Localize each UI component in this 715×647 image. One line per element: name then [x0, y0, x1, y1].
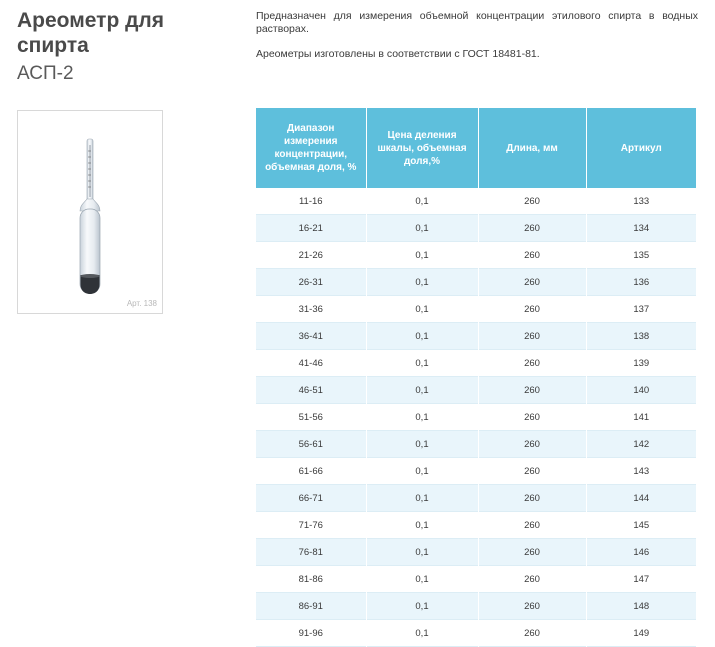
- cell-scale: 0,1: [366, 593, 478, 620]
- cell-length: 260: [478, 296, 586, 323]
- cell-scale: 0,1: [366, 269, 478, 296]
- table-row: [256, 512, 696, 539]
- cell-article: 148: [586, 593, 696, 620]
- table-row: [256, 620, 696, 647]
- cell-scale: 0,1: [366, 566, 478, 593]
- cell-length: 260: [478, 593, 586, 620]
- cell-article: 133: [586, 188, 696, 215]
- table-row: [256, 458, 696, 485]
- standard-note: Ареометры изготовлены в соответствии с ГОСТ 18481-81.: [256, 48, 540, 60]
- table-row: [256, 404, 696, 431]
- cell-range: 16-21: [256, 215, 366, 242]
- table-row: [256, 215, 696, 242]
- header-range: Диапазон измерения концентрации, объемная доля, %: [256, 108, 366, 188]
- cell-article: 139: [586, 350, 696, 377]
- cell-range: 76-81: [256, 539, 366, 566]
- header-length: Длина, мм: [478, 108, 586, 188]
- cell-article: 140: [586, 377, 696, 404]
- cell-range: 81-86: [256, 566, 366, 593]
- cell-article: 135: [586, 242, 696, 269]
- table-row: [256, 188, 696, 215]
- cell-range: 46-51: [256, 377, 366, 404]
- article-label: Арт. 138: [126, 299, 157, 308]
- specifications-table: [256, 108, 696, 647]
- cell-scale: 0,1: [366, 404, 478, 431]
- hydrometer-illustration: [18, 111, 164, 315]
- cell-scale: 0,1: [366, 620, 478, 647]
- cell-range: 91-96: [256, 620, 366, 647]
- table-row: [256, 323, 696, 350]
- cell-scale: 0,1: [366, 242, 478, 269]
- cell-length: 260: [478, 404, 586, 431]
- table-row: [256, 539, 696, 566]
- cell-article: 142: [586, 431, 696, 458]
- cell-range: 26-31: [256, 269, 366, 296]
- cell-length: 260: [478, 566, 586, 593]
- product-description: Предназначен для измерения объемной концентрации этилового спирта в водных растворах.: [256, 10, 698, 35]
- table-row: [256, 242, 696, 269]
- cell-range: 51-56: [256, 404, 366, 431]
- product-photo: [17, 110, 163, 314]
- cell-length: 260: [478, 485, 586, 512]
- cell-range: 31-36: [256, 296, 366, 323]
- cell-range: 41-46: [256, 350, 366, 377]
- cell-range: 36-41: [256, 323, 366, 350]
- cell-length: 260: [478, 512, 586, 539]
- cell-article: 147: [586, 566, 696, 593]
- cell-length: 260: [478, 458, 586, 485]
- cell-scale: 0,1: [366, 215, 478, 242]
- table-row: [256, 431, 696, 458]
- cell-length: 260: [478, 188, 586, 215]
- cell-scale: 0,1: [366, 188, 478, 215]
- cell-length: 260: [478, 323, 586, 350]
- cell-range: 86-91: [256, 593, 366, 620]
- table-row: [256, 593, 696, 620]
- table-row: [256, 269, 696, 296]
- product-model: АСП-2: [17, 63, 74, 84]
- cell-length: 260: [478, 620, 586, 647]
- cell-range: 61-66: [256, 458, 366, 485]
- cell-scale: 0,1: [366, 377, 478, 404]
- cell-range: 21-26: [256, 242, 366, 269]
- cell-range: 11-16: [256, 188, 366, 215]
- cell-scale: 0,1: [366, 512, 478, 539]
- cell-range: 56-61: [256, 431, 366, 458]
- cell-article: 137: [586, 296, 696, 323]
- cell-article: 136: [586, 269, 696, 296]
- cell-article: 144: [586, 485, 696, 512]
- cell-range: 66-71: [256, 485, 366, 512]
- cell-scale: 0,1: [366, 431, 478, 458]
- cell-scale: 0,1: [366, 539, 478, 566]
- cell-article: 141: [586, 404, 696, 431]
- table-row: [256, 377, 696, 404]
- cell-scale: 0,1: [366, 323, 478, 350]
- cell-length: 260: [478, 350, 586, 377]
- cell-length: 260: [478, 269, 586, 296]
- cell-article: 145: [586, 512, 696, 539]
- table-row: [256, 296, 696, 323]
- cell-length: 260: [478, 215, 586, 242]
- cell-article: 149: [586, 620, 696, 647]
- header-article: Артикул: [586, 108, 696, 188]
- table-row: [256, 350, 696, 377]
- cell-article: 146: [586, 539, 696, 566]
- cell-length: 260: [478, 242, 586, 269]
- cell-length: 260: [478, 539, 586, 566]
- table-row: [256, 566, 696, 593]
- cell-article: 143: [586, 458, 696, 485]
- cell-range: 71-76: [256, 512, 366, 539]
- cell-scale: 0,1: [366, 485, 478, 512]
- cell-scale: 0,1: [366, 458, 478, 485]
- cell-length: 260: [478, 431, 586, 458]
- header-scale-division: Цена деления шкалы, объемная доля,%: [366, 108, 478, 188]
- table-row: [256, 485, 696, 512]
- cell-article: 134: [586, 215, 696, 242]
- cell-scale: 0,1: [366, 296, 478, 323]
- cell-length: 260: [478, 377, 586, 404]
- table-header-row: [256, 108, 696, 188]
- cell-scale: 0,1: [366, 350, 478, 377]
- product-title: Ареометр для спирта: [17, 9, 165, 57]
- cell-article: 138: [586, 323, 696, 350]
